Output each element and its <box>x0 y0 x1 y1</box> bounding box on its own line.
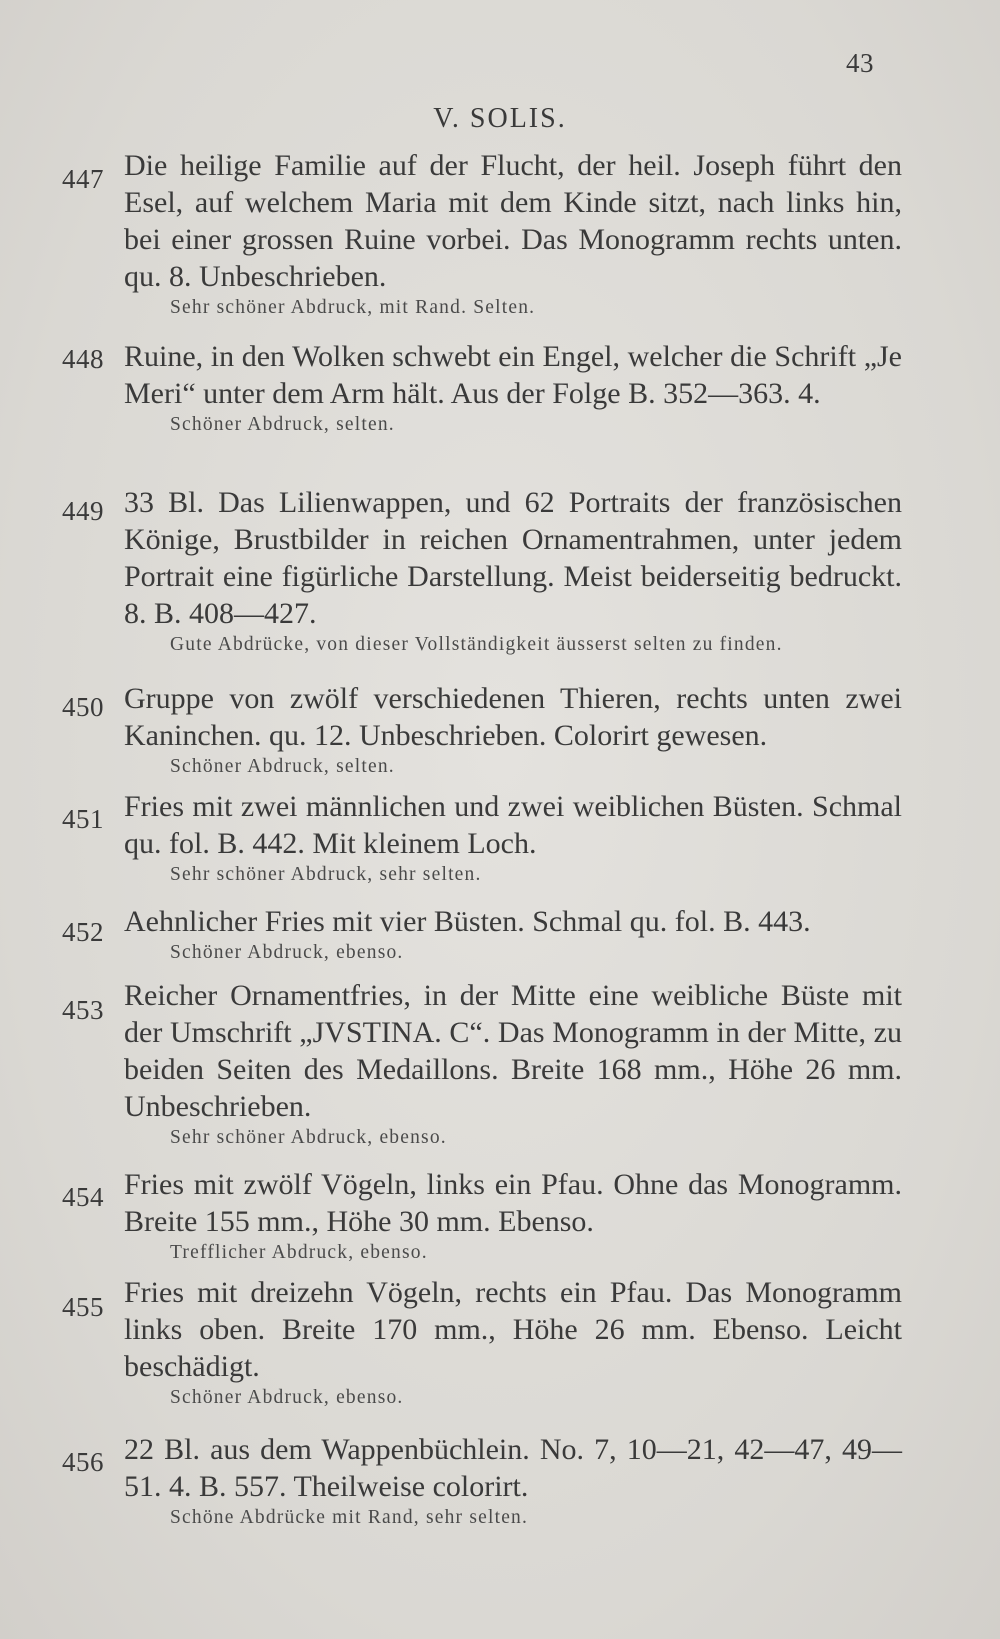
entry-text: 33 Bl. Das Lilienwappen, und 62 Portraits der französischen Könige, Brustbilder in reichen Ornamentrahmen, unter jedem Portrait eine figürliche Darstellung. Meist beiderseitig bedruckt. 8. B. 408—427. <box>124 486 902 630</box>
entry-number: 455 <box>62 1292 104 1322</box>
entry-number: 448 <box>62 344 104 374</box>
entry-number: 449 <box>62 496 104 526</box>
entry-text: Reicher Ornamentfries, in der Mitte eine weibliche Büste mit der Umschrift „JVSTINA. C“. Das Monogramm in der Mitte, zu beiden Seiten des Medaillons. Breite 168 mm., Höhe 26 mm. Unbeschrieben. <box>124 979 902 1123</box>
entry-text: Ruine, in den Wolken schwebt ein Engel, welcher die Schrift „Je Meri“ unter dem Arm hält. Aus der Folge B. 352—363. 4. <box>124 340 902 410</box>
entry-condition-note: Schöner Abdruck, ebenso. <box>170 1387 404 1408</box>
entry-number: 451 <box>62 804 104 834</box>
catalogue-entry-455 <box>62 1274 902 1409</box>
page-number: 43 <box>846 48 874 78</box>
entry-text: Fries mit zwölf Vögeln, links ein Pfau. Ohne das Monogramm. Breite 155 mm., Höhe 30 mm. Ebenso. <box>124 1168 902 1238</box>
catalogue-entry-448 <box>62 338 902 436</box>
entry-text: Aehnlicher Fries mit vier Büsten. Schmal qu. fol. B. 443. <box>124 905 811 938</box>
entry-number: 454 <box>62 1182 104 1212</box>
catalogue-entry-454 <box>62 1166 902 1264</box>
entry-condition-note: Trefflicher Abdruck, ebenso. <box>170 1242 428 1263</box>
entry-number: 456 <box>62 1447 104 1477</box>
entry-condition-note: Sehr schöner Abdruck, sehr selten. <box>170 864 482 885</box>
entry-number: 450 <box>62 692 104 722</box>
catalogue-entry-453 <box>62 977 902 1149</box>
entry-text: 22 Bl. aus dem Wappenbüchlein. No. 7, 10—21, 42—47, 49—51. 4. B. 557. Theilweise colorirt. <box>124 1433 902 1503</box>
entry-condition-note: Schöner Abdruck, selten. <box>170 756 395 777</box>
entry-number: 452 <box>62 917 104 947</box>
catalogue-entry-456 <box>62 1431 902 1529</box>
entry-condition-note: Sehr schöner Abdruck, mit Rand. Selten. <box>170 297 536 318</box>
catalogue-entry-449 <box>62 484 902 656</box>
running-head: V. SOLIS. <box>433 103 567 134</box>
entry-text: Fries mit zwei männlichen und zwei weiblichen Büsten. Schmal qu. fol. B. 442. Mit kleinem Loch. <box>124 790 902 860</box>
catalogue-entry-451 <box>62 788 902 886</box>
entry-condition-note: Sehr schöner Abdruck, ebenso. <box>170 1127 447 1148</box>
entry-text: Gruppe von zwölf verschiedenen Thieren, rechts unten zwei Kaninchen. qu. 12. Unbeschrieben. Colorirt gewesen. <box>124 682 902 752</box>
catalogue-entry-447 <box>62 147 902 319</box>
catalogue-entry-450 <box>62 680 902 778</box>
entry-number: 447 <box>62 164 104 194</box>
entry-condition-note: Gute Abdrücke, von dieser Vollständigkeit äusserst selten zu finden. <box>170 634 783 655</box>
entry-condition-note: Schöner Abdruck, ebenso. <box>170 942 404 963</box>
entry-text: Fries mit dreizehn Vögeln, rechts ein Pfau. Das Monogramm links oben. Breite 170 mm., Höhe 26 mm. Ebenso. Leicht beschädigt. <box>124 1276 902 1383</box>
entry-condition-note: Schöne Abdrücke mit Rand, sehr selten. <box>170 1507 529 1528</box>
entry-condition-note: Schöner Abdruck, selten. <box>170 414 395 435</box>
entry-text: Die heilige Familie auf der Flucht, der heil. Joseph führt den Esel, auf welchem Maria mit dem Kinde sitzt, nach links hin, bei einer grossen Ruine vorbei. Das Monogramm rechts unten. qu. 8. Unbeschrieben. <box>124 149 902 293</box>
entry-number: 453 <box>62 995 104 1025</box>
catalogue-entry-452 <box>62 903 902 964</box>
